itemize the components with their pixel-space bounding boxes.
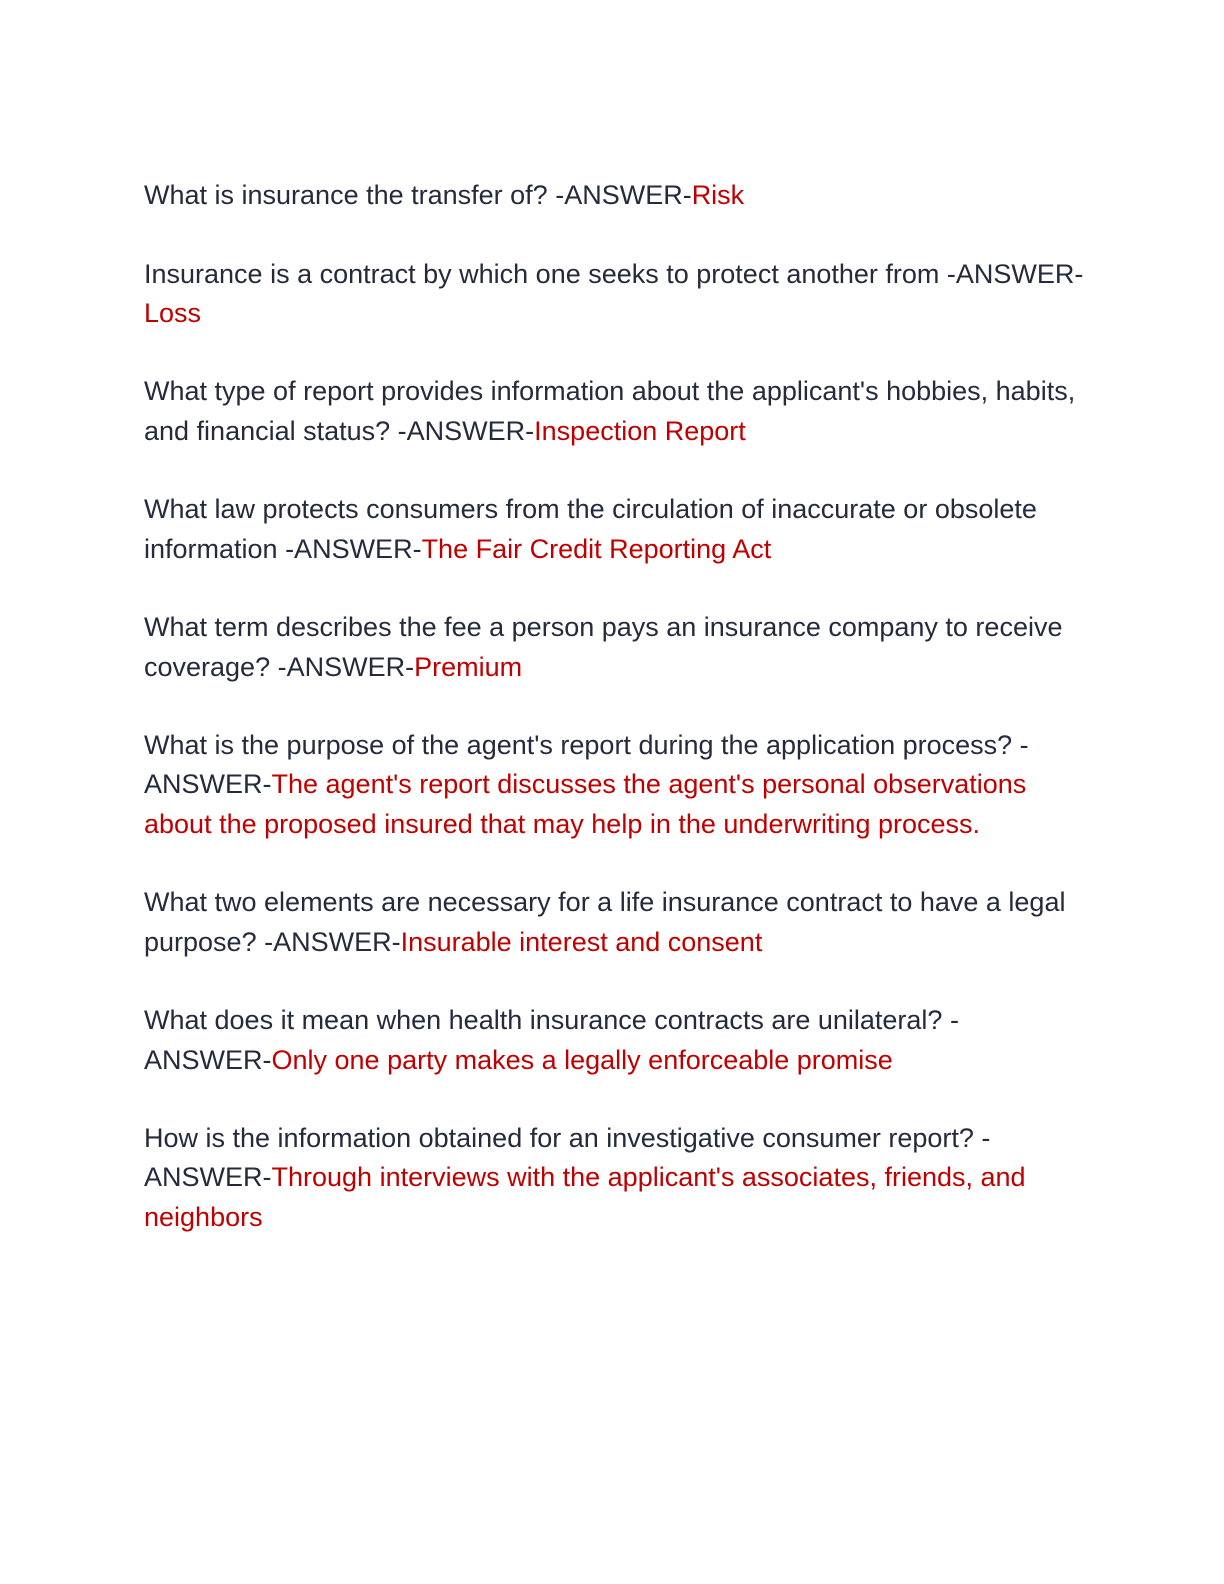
question-text: What term describes the fee a person pays an insurance company to receive coverage? -ANSWER- bbox=[144, 612, 1063, 682]
question-text: What does it mean when health insurance contracts are unilateral? -ANSWER- bbox=[144, 1005, 959, 1075]
answer-text: Inspection Report bbox=[534, 415, 746, 446]
qa-item-4 bbox=[144, 490, 1084, 569]
answer-text: Insurable interest and consent bbox=[400, 926, 763, 957]
qa-item-1 bbox=[144, 176, 1084, 215]
answer-text: The Fair Credit Reporting Act bbox=[421, 533, 772, 564]
qa-item-9 bbox=[144, 1119, 1084, 1237]
question-text: What is the purpose of the agent's report during the application process? -ANSWER- bbox=[144, 730, 1029, 800]
qa-item-7 bbox=[144, 883, 1084, 962]
question-text: What is insurance the transfer of? -ANSWER- bbox=[144, 180, 692, 210]
answer-text: Loss bbox=[144, 297, 202, 328]
qa-item-8 bbox=[144, 1001, 1084, 1080]
qa-item-5 bbox=[144, 608, 1084, 687]
answer-text: Only one party makes a legally enforceable promise bbox=[271, 1044, 893, 1075]
question-text: How is the information obtained for an investigative consumer report? -ANSWER- bbox=[144, 1123, 991, 1193]
qa-item-6 bbox=[144, 726, 1084, 844]
answer-text: The agent's report discusses the agent's personal observations about the proposed insured that may help in the underwriting process. bbox=[144, 769, 1027, 839]
qa-list bbox=[144, 176, 1084, 1276]
answer-text: Premium bbox=[414, 651, 523, 682]
answer-text: Through interviews with the applicant's associates, friends, and neighbors bbox=[144, 1162, 1026, 1232]
question-text: Insurance is a contract by which one seeks to protect another from -ANSWER- bbox=[144, 258, 1084, 289]
answer-text: Risk bbox=[691, 180, 745, 210]
question-text: What law protects consumers from the circulation of inaccurate or obsolete information -ANSWER- bbox=[144, 494, 1037, 564]
qa-item-3 bbox=[144, 372, 1084, 451]
question-text: What two elements are necessary for a life insurance contract to have a legal purpose? -ANSWER- bbox=[144, 887, 1066, 957]
question-text: What type of report provides information about the applicant's hobbies, habits, and financial status? -ANSWER- bbox=[144, 376, 1076, 446]
qa-item-2 bbox=[144, 255, 1084, 334]
